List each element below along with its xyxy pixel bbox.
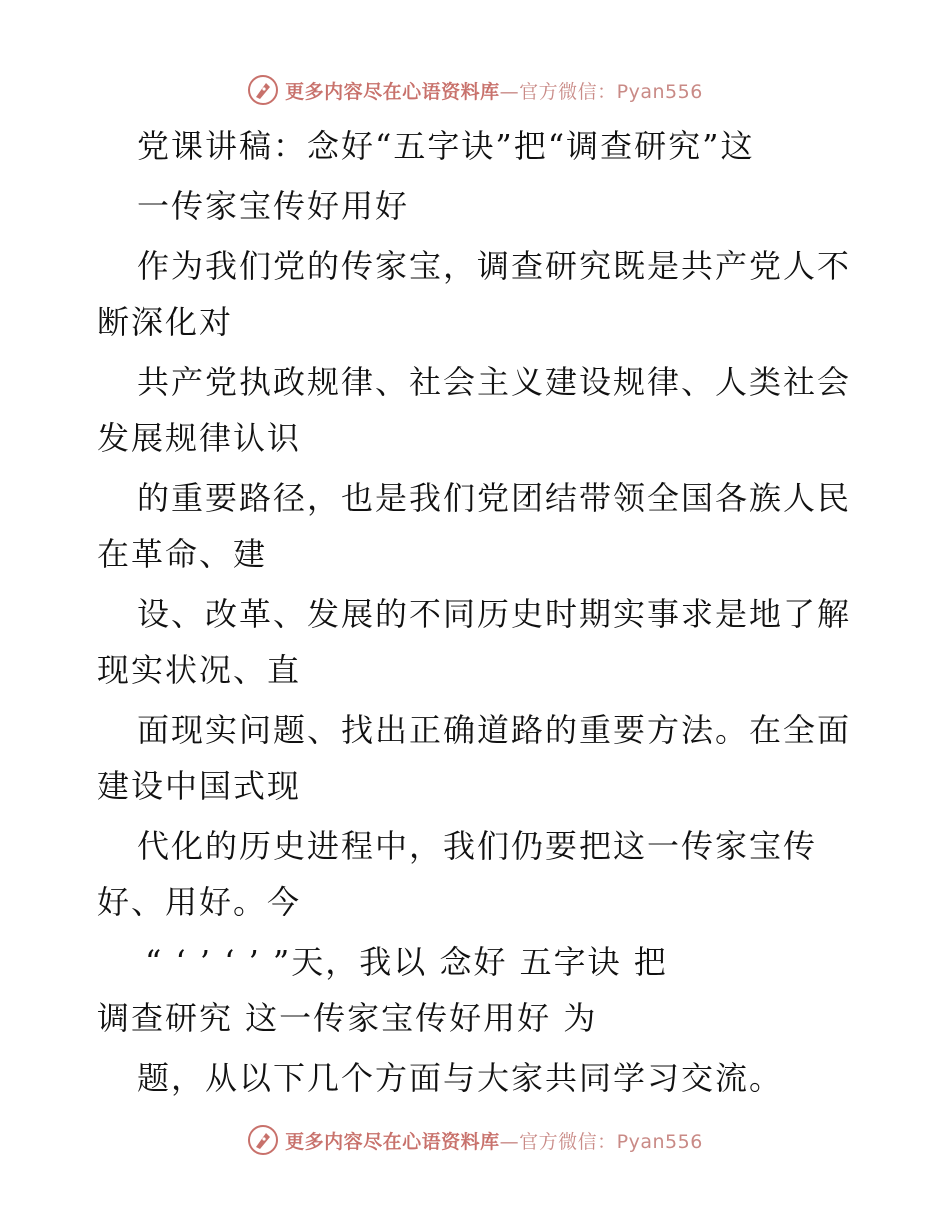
paragraph-line: 现实状况、直 xyxy=(97,651,302,689)
paragraph-line: 设、改革、发展的不同历史时期实事求是地了解 xyxy=(137,595,852,633)
pen-nib-icon xyxy=(247,1124,279,1156)
paragraph-line: 代化的历史进程中，我们仍要把这一传家宝传 xyxy=(137,827,818,865)
title-line-2: 一传家宝传好用好 xyxy=(137,187,410,225)
paragraph-line: “ ‘ ’ ‘ ’ ”天，我以 念好 五字诀 把 xyxy=(145,943,668,981)
paragraph-line: 调查研究 这一传家宝传好用好 为 xyxy=(97,999,598,1037)
paragraph-line: 断深化对 xyxy=(97,303,234,341)
watermark-text: 更多内容尽在心语资料库—官方微信：Pyan556 xyxy=(285,1130,703,1153)
paragraph-line: 面现实问题、找出正确道路的重要方法。在全面 xyxy=(137,711,852,749)
paragraph-line: 好、用好。今 xyxy=(97,883,302,921)
paragraph-line: 共产党执政规律、社会主义建设规律、人类社会 xyxy=(137,363,852,401)
paragraph-line: 在革命、建 xyxy=(97,535,268,573)
paragraph-line: 作为我们党的传家宝，调查研究既是共产党人不 xyxy=(137,247,852,285)
paragraph-line: 建设中国式现 xyxy=(97,767,302,805)
paragraph-line: 题，从以下几个方面与大家共同学习交流。 xyxy=(137,1059,784,1097)
title-line-1: 党课讲稿：念好“五字诀”把“调查研究”这 xyxy=(137,127,755,165)
paragraph-line: 的重要路径，也是我们党团结带领全国各族人民 xyxy=(137,479,852,517)
watermark-banner-bottom xyxy=(0,1120,950,1160)
watermark-text: 更多内容尽在心语资料库—官方微信：Pyan556 xyxy=(285,80,703,103)
paragraph-line: 发展规律认识 xyxy=(97,419,302,457)
